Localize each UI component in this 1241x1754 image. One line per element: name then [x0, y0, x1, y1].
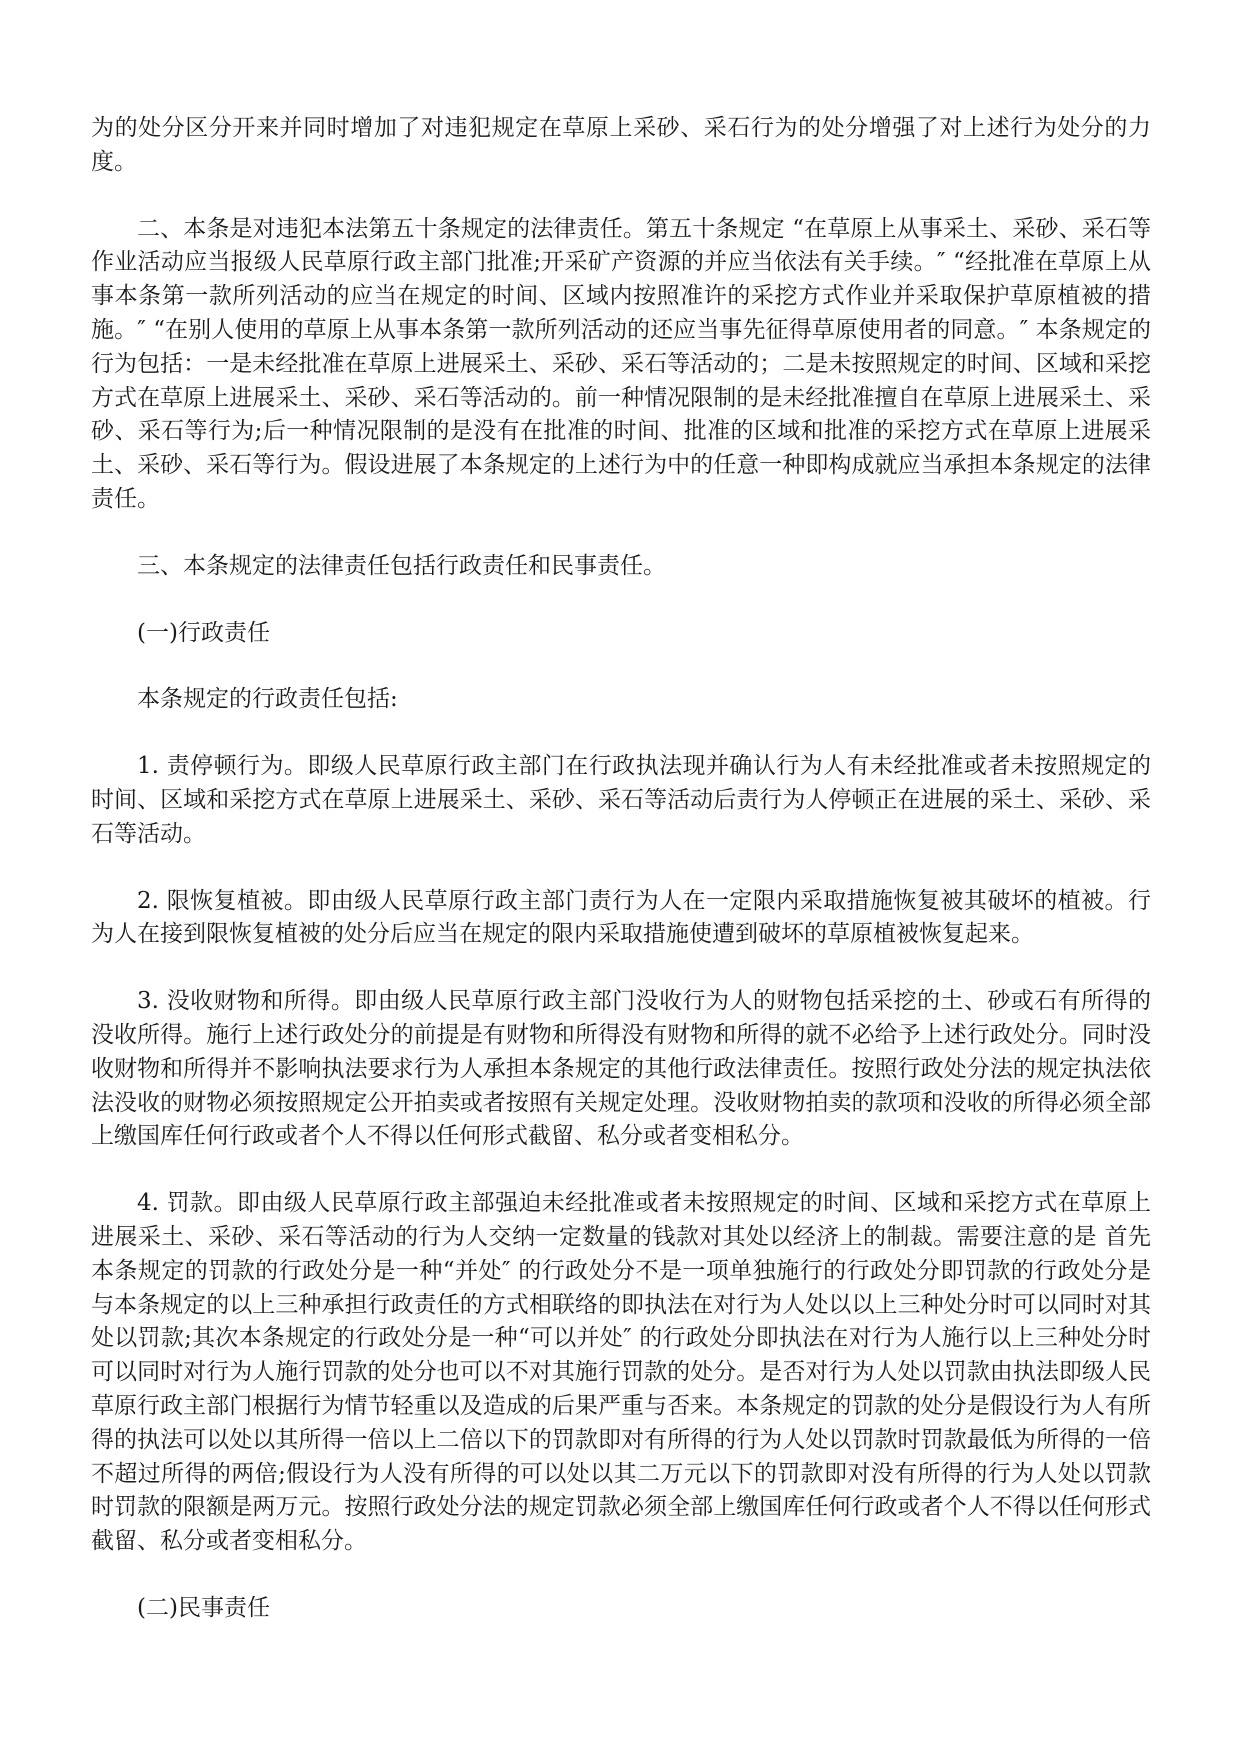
list-item-4: 4. 罚款。即由级人民草原行政主部强迫未经批准或者未按照规定的时间、区域和采挖方式在草原上进展采土、采砂、采石等活动的行为人交纳一定数量的钱款对其处以经济上的制裁。需要注意的是 首先本条规定的罚款的行政处分是一种“并处″ 的行政处分不是一项单独施行的行政处分即罚款的行政处分是与本条规定的以上三种承担行政责任的方式相联络的即执法在对行为人处以以上三种处分时可以同时对其处以罚款;其次本条规定的行政处分是一种“可以并处″ 的行政处分即执法在对行为人施行以上三种处分时可以同时对行为人施行罚款的处分也可以不对其施行罚款的处分。是否对行为人处以罚款由执法即级人民草原行政主部门根据行为情节轻重以及造成的后果严重与否来。本条规定的罚款的处分是假设行为人有所得的执法可以处以其所得一倍以上二倍以下的罚款即对有所得的行为人处以罚款时罚款最低为所得的一倍不超过所得的两倍;假设行为人没有所得的可以处以其二万元以下的罚款即对没有所得的行为人处以罚款时罚款的限额是两万元。按照行政处分法的规定罚款必须全部上缴国库任何行政或者个人不得以任何形式截留、私分或者变相私分。	[91, 1190, 1151, 1555]
document-page	[91, 112, 1151, 1659]
paragraph-section-three: 三、本条规定的法律责任包括行政责任和民事责任。	[137, 552, 666, 579]
heading-administrative-liability: (一)行政责任	[137, 619, 270, 646]
heading-civil-liability: (二)民事责任	[137, 1594, 270, 1621]
list-item-1: 1. 责停顿行为。即级人民草原行政主部门在行政执法现并确认行为人有未经批准或者未按照规定的时间、区域和采挖方式在草原上进展采土、采砂、采石等活动后责行为人停顿正在进展的采土、采砂、采石等活动。	[91, 753, 1151, 847]
paragraph-administrative-intro: 本条规定的行政责任包括:	[137, 686, 398, 713]
paragraph-section-two: 二、本条是对违犯本法第五十条规定的法律责任。第五十条规定 “在草原上从事采土、采砂、采石等作业活动应当报级人民草原行政主部门批准;开采矿产资源的并应当依法有关手续。″ “经批准在草原上从事本条第一款所列活动的应当在规定的时间、区域内按照准许的采挖方式作业并采取保护草原植被的措施。″ “在别人使用的草原上从事本条第一款所列活动的还应当事先征得草原使用者的同意。″ 本条规定的行为包括：一是未经批准在草原上进展采土、采砂、采石等活动的；二是未按照规定的时间、区域和采挖方式在草原上进展采土、采砂、采石等活动的。前一种情况限制的是未经批准擅自在草原上进展采土、采砂、采石等行为;后一种情况限制的是没有在批准的时间、批准的区域和批准的采挖方式在草原上进展采土、采砂、采石等行为。假设进展了本条规定的上述行为中的任意一种即构成就应当承担本条规定的法律责任。	[91, 215, 1151, 512]
list-item-3: 3. 没收财物和所得。即由级人民草原行政主部门没收行为人的财物包括采挖的土、砂或石有所得的没收所得。施行上述行政处分的前提是有财物和所得没有财物和所得的就不必给予上述行政处分。同时没收财物和所得并不影响执法要求行为人承担本条规定的其他行政法律责任。按照行政处分法的规定执法依法没收的财物必须按照规定公开拍卖或者按照有关规定处理。没收财物拍卖的款项和没收的所得必须全部上缴国库任何行政或者个人不得以任何形式截留、私分或者变相私分。	[91, 988, 1151, 1150]
paragraph-continuation: 为的处分区分开来并同时增加了对违犯规定在草原上采砂、采石行为的处分增强了对上述行为处分的力度。	[91, 115, 1151, 175]
list-item-2: 2. 限恢复植被。即由级人民草原行政主部门责行为人在一定限内采取措施恢复被其破坏的植被。行为人在接到限恢复植被的处分后应当在规定的限内采取措施使遭到破坏的草原植被恢复起来。	[91, 887, 1151, 948]
